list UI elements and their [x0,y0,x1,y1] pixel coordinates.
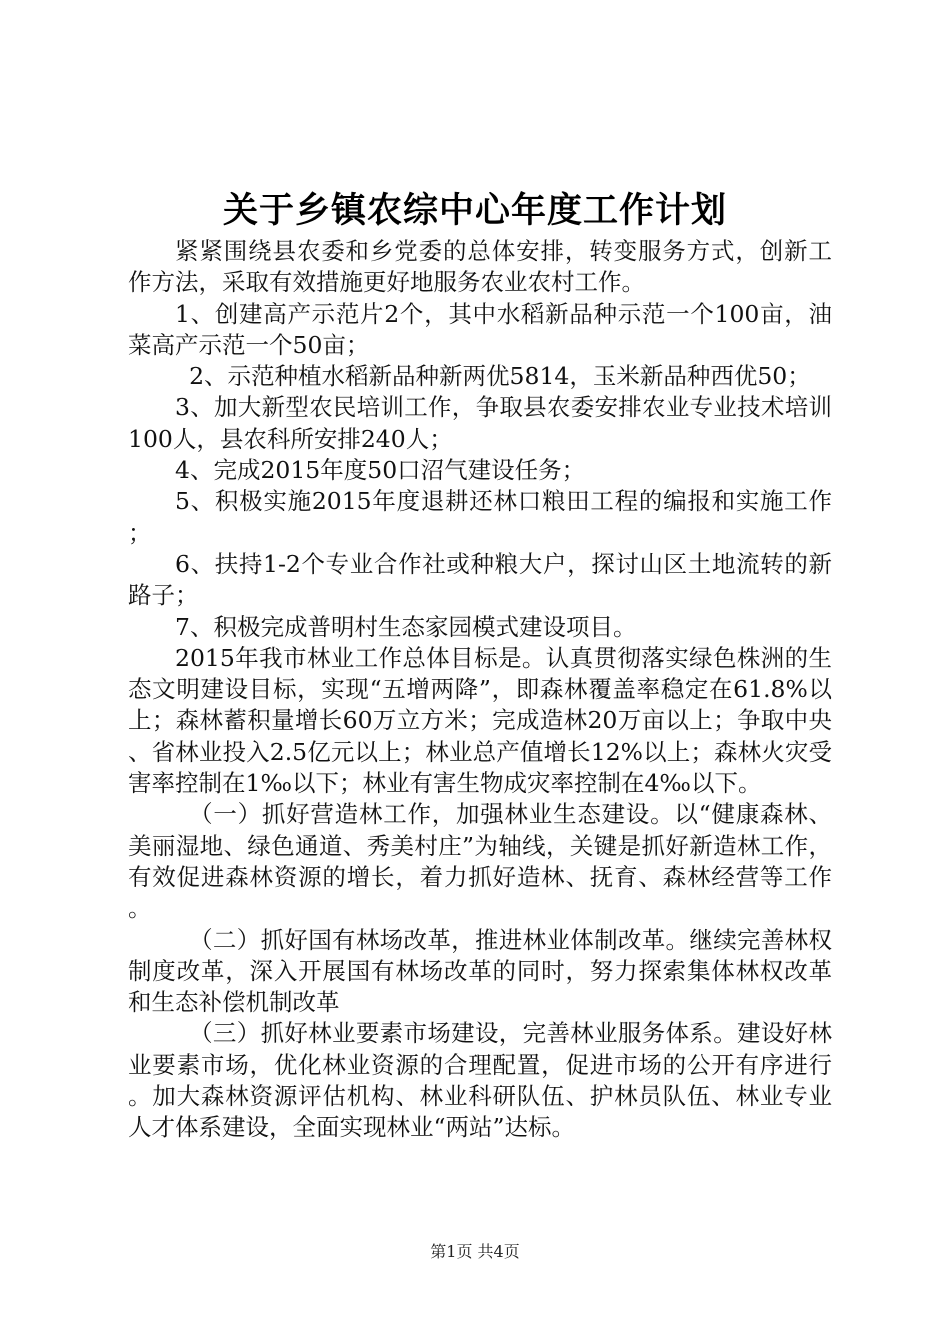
list-item-1: 1、创建高产示范片2个，其中水稻新品种示范一个100亩，油菜高产示范一个50亩； [128,299,832,359]
intro-paragraph: 紧紧围绕县农委和乡党委的总体安排，转变服务方式，创新工作方法，采取有效措施更好地服务农业农村工作。 [128,237,832,297]
list-item-2: 2、示范种植水稻新品种新两优5814，玉米新品种西优50； [189,362,811,391]
document-body [128,236,832,1144]
forestry-goals-paragraph: 2015年我市林业工作总体目标是。认真贯彻落实绿色株洲的生态文明建设目标，实现“五增两降”，即森林覆盖率稳定在61.8%以上；森林蓄积量增长60万立方米；完成造林20万亩以上；争取中央、省林业投入2.5亿元以上；林业总产值增长12%以上；森林火灾受害率控制在1‰以下；林业有害生物成灾率控制在4‰以下。 [128,643,832,798]
section-three-paragraph: （三）抓好林业要素市场建设，完善林业服务体系。建设好林业要素市场，优化林业资源的合理配置，促进市场的公开有序进行。加大森林资源评估机构、林业科研队伍、护林员队伍、林业专业人才体系建设，全面实现林业“两站”达标。 [128,1019,832,1142]
list-item-7: 7、积极完成普明村生态家园模式建设项目。 [175,612,637,641]
document-title: 关于乡镇农综中心年度工作计划 [222,191,727,231]
section-one-paragraph: （一）抓好营造林工作，加强林业生态建设。以“健康森林、美丽湿地、绿色通道、秀美村庄”为轴线，关键是抓好新造林工作，有效促进森林资源的增长，着力抓好造林、抚育、森林经营等工作。 [128,800,832,923]
list-item-6: 6、扶持1-2个专业合作社或种粮大户，探讨山区土地流转的新路子； [128,549,832,610]
page-number-footer: 第1页 共4页 [430,1242,520,1261]
section-two-paragraph: （二）抓好国有林场改革，推进林业体制改革。继续完善林权制度改革，深入开展国有林场改革的同时，努力探索集体林权改革和生态补偿机制改革 [128,925,832,1017]
list-item-3: 3、加大新型农民培训工作，争取县农委安排农业专业技术培训100人，县农科所安排240人； [128,393,832,453]
list-item-5: 5、积极实施2015年度退耕还林口粮田工程的编报和实施工作； [128,487,832,547]
list-item-4: 4、完成2015年度50口沼气建设任务； [175,456,586,485]
